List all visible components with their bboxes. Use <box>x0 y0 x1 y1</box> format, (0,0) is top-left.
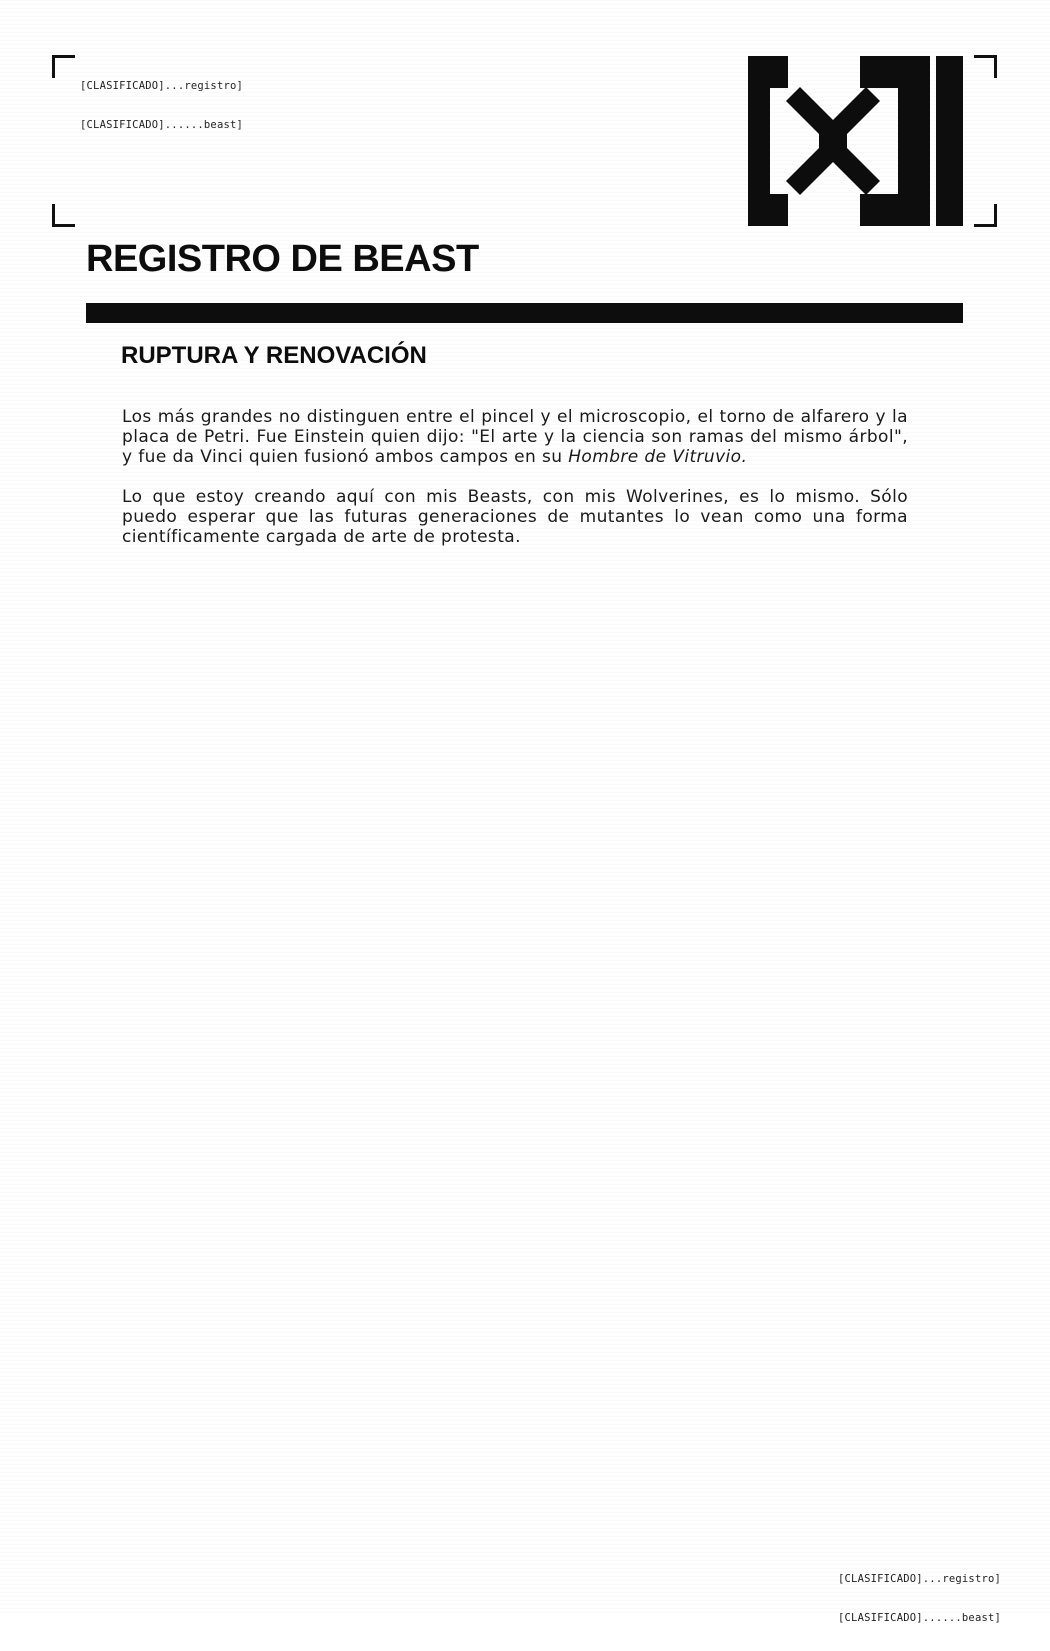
frame-corner-top-right <box>974 55 997 78</box>
page-title: REGISTRO DE BEAST <box>86 238 479 280</box>
section-title: RUPTURA Y RENOVACIÓN <box>121 342 427 369</box>
paragraph-1-italic: Hombre de Vitruvio. <box>568 447 748 467</box>
classified-line-beast: [CLASIFICADO]......beast] <box>80 119 244 131</box>
paragraph-2: Lo que estoy creando aquí con mis Beasts, con mis Wolverines, es lo mismo. Sólo puedo esperar que las futuras generaciones de mutantes lo vean como una forma científicamente cargada de arte de protesta. <box>122 487 908 547</box>
title-divider <box>86 303 963 323</box>
classified-footer-line-beast: [CLASIFICADO]......beast] <box>838 1612 1002 1624</box>
classified-header <box>80 54 243 158</box>
classified-footer <box>838 1547 1001 1651</box>
paragraph-1 <box>122 407 908 467</box>
x-men-emblem-icon <box>748 56 963 226</box>
frame-corner-bottom-right <box>974 204 997 227</box>
classified-footer-line-registro: [CLASIFICADO]...registro] <box>838 1573 1002 1585</box>
body-text <box>122 407 908 567</box>
frame-corner-bottom-left <box>52 204 75 227</box>
frame-corner-top-left <box>52 55 75 78</box>
classified-line-registro: [CLASIFICADO]...registro] <box>80 80 244 92</box>
paragraph-1-text: Los más grandes no distinguen entre el pincel y el microscopio, el torno de alfarero y la placa de Petri. Fue Einstein quien dijo: "El arte y la ciencia son ramas del mismo árbol", y fue da Vinci quien fusionó ambos campos en su <box>122 407 908 467</box>
